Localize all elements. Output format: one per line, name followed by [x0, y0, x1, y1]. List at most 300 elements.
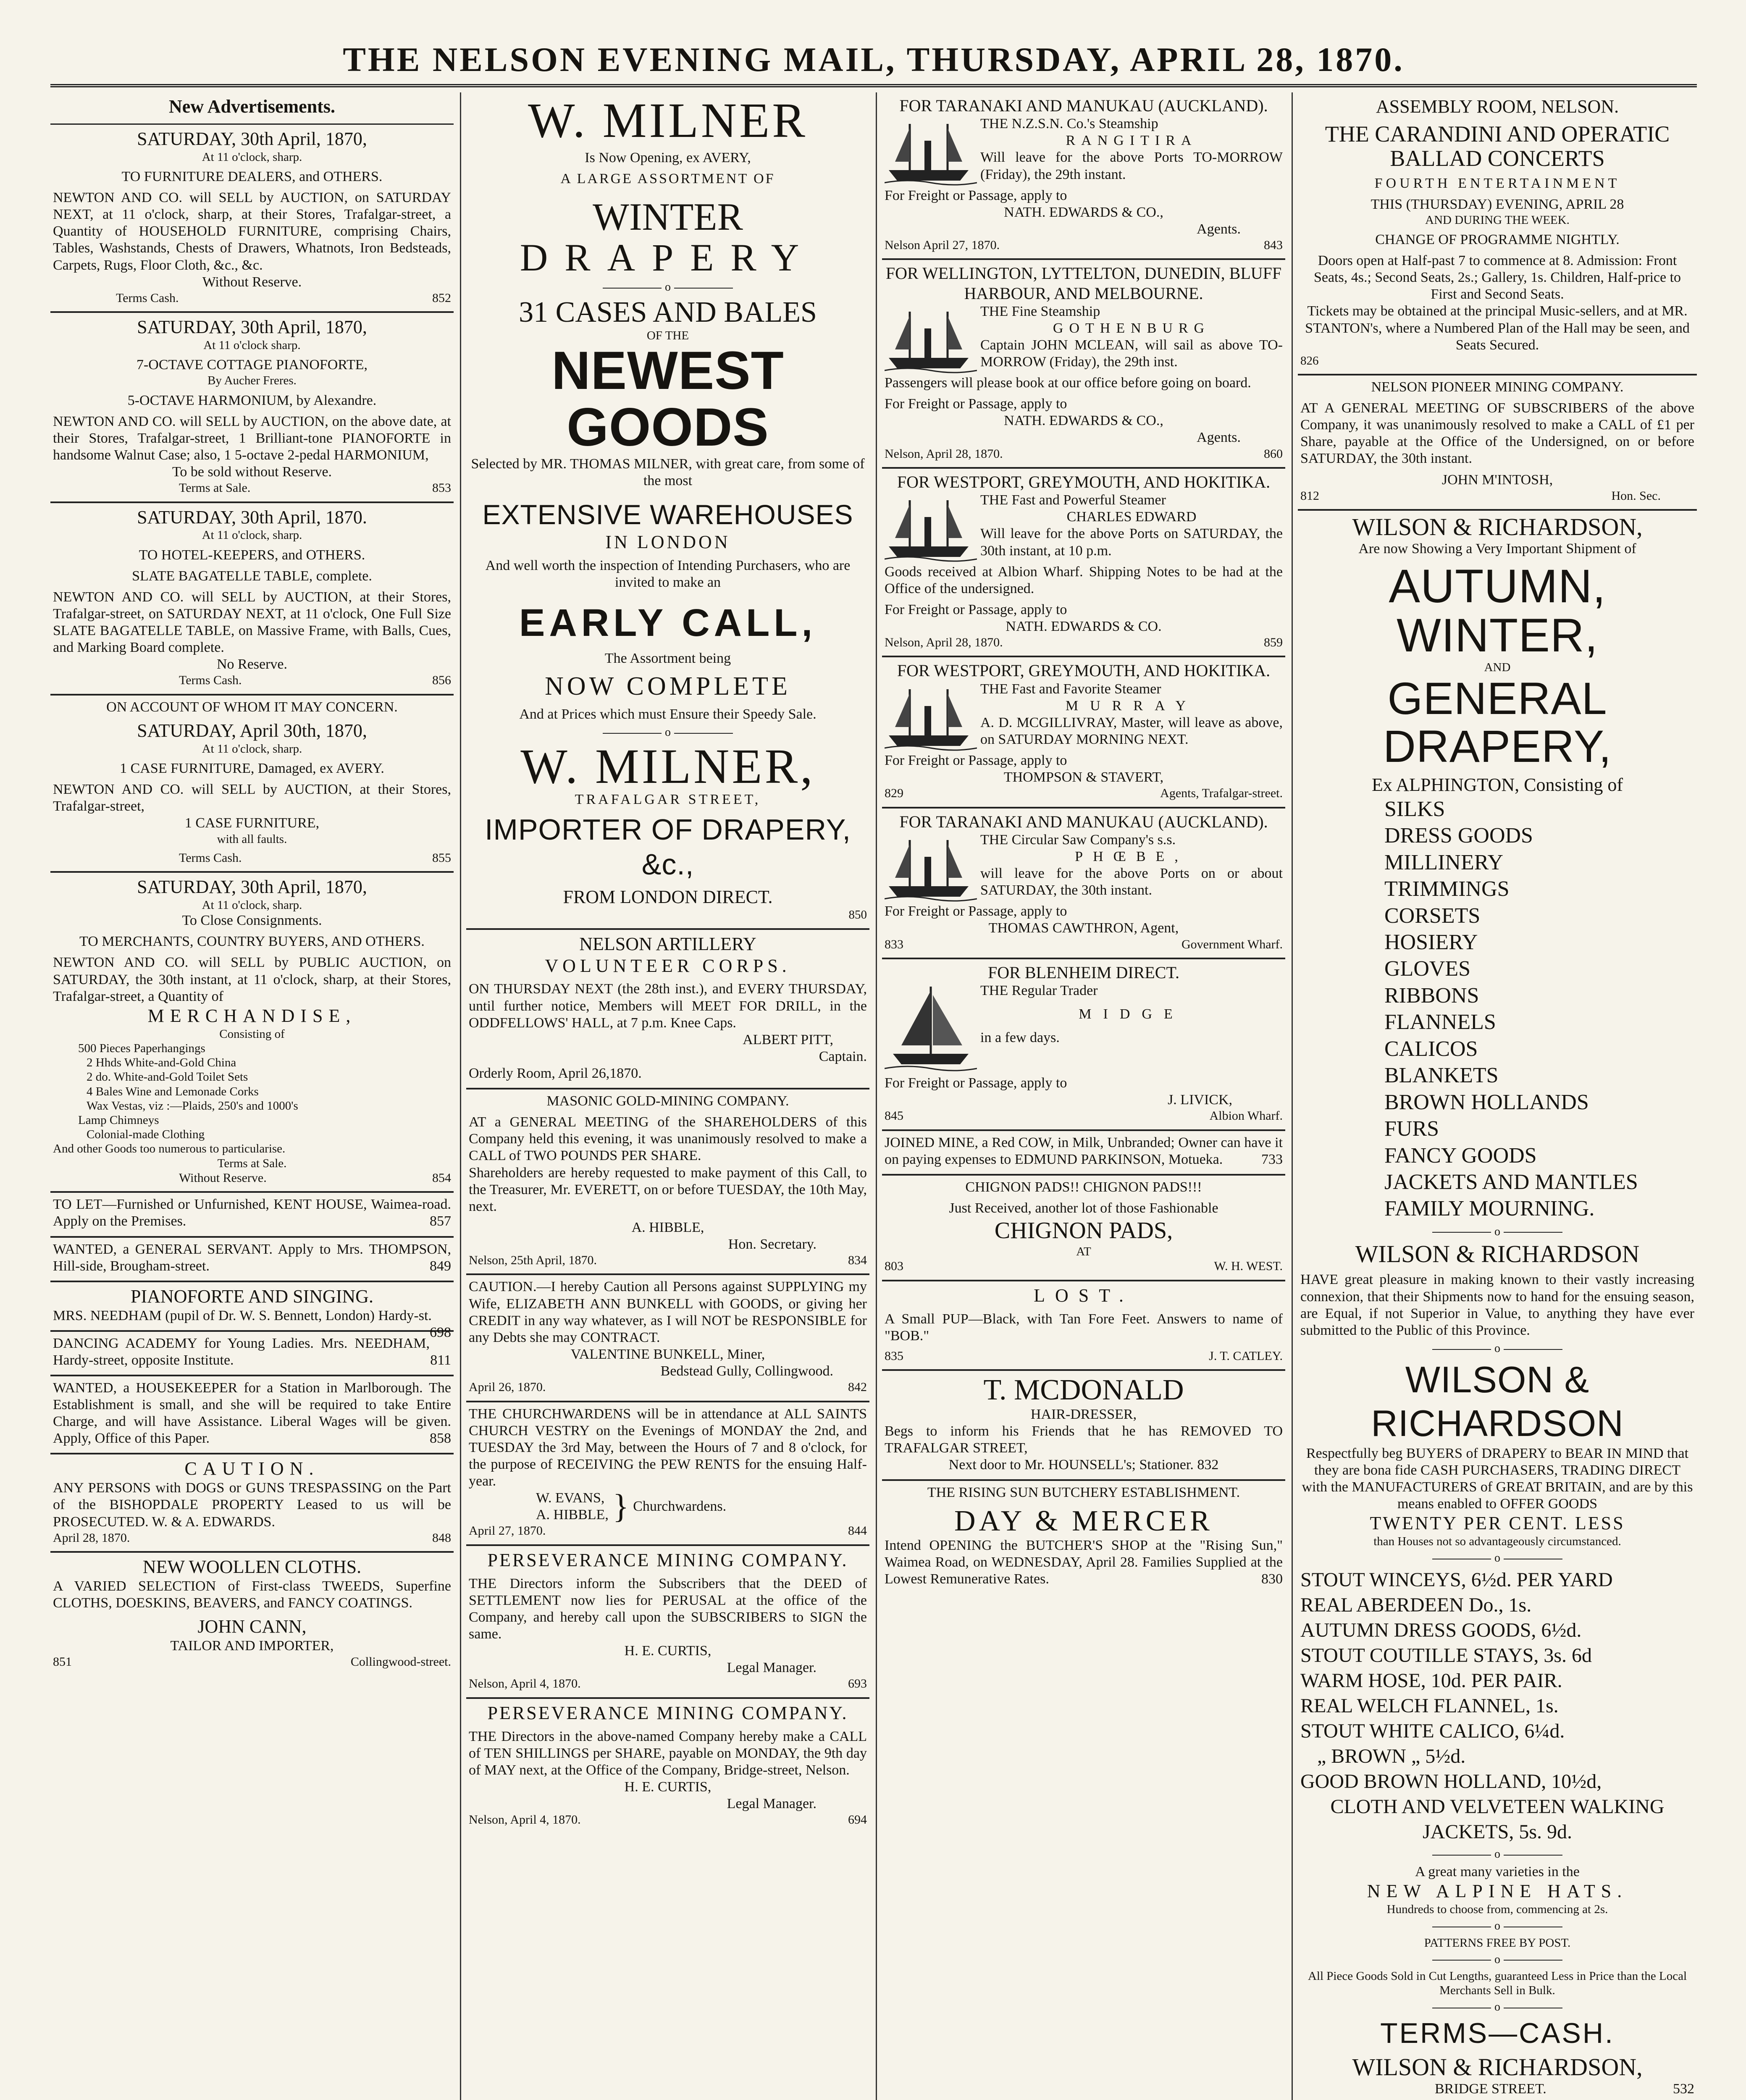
ad-date: Nelson, April 4, 1870.	[469, 1813, 581, 1827]
sailing-ship-icon	[885, 982, 977, 1075]
ad-next: Next door to Mr. HOUNSELL's; Stationer.	[948, 1457, 1194, 1473]
ad-body: DANCING ACADEMY for Young Ladies. Mrs. NEEDHAM, Hardy-street, opposite Institute.	[53, 1335, 430, 1368]
ad-number: 826	[1300, 354, 1319, 368]
ad-body: ON THURSDAY NEXT (the 28th inst.), and EVERY THURSDAY, until further notice, Members will MEET FOR DRILL, in the ODDFELLOWS' HALL, at 7 p.m. Knee Caps.	[469, 981, 867, 1031]
ad-goods: Goods received at Albion Wharf. Shipping Notes to be had at the Office of the undersigned.	[885, 564, 1283, 596]
ad-time: At 11 o'clock, sharp.	[202, 528, 302, 542]
column-2	[466, 92, 869, 2100]
ad-address: Collingwood-street.	[350, 1655, 451, 1669]
ad-ship-gothenburg	[882, 260, 1285, 469]
ad-date: April 27, 1870.	[469, 1524, 546, 1538]
ad-name: J. T. CATLEY.	[1209, 1349, 1283, 1363]
ad-number: 812	[1300, 488, 1319, 503]
ad-body: CAUTION.—I hereby Caution all Persons against SUPPLYING my Wife, ELIZABETH ANN BUNKELL with GOODS, or giving her CREDIT in any way whatever, as I will NOT be RESPONSIBLE for any Debts she may CONTRACT.	[469, 1279, 867, 1345]
list-item: FANCY GOODS	[1384, 1143, 1537, 1168]
concert-week: AND DURING THE WEEK.	[1425, 213, 1570, 227]
ad-name: W. EVANS,	[536, 1490, 605, 1506]
price-item: WARM HOSE, 10d. PER PAIR.	[1300, 1670, 1562, 1692]
ad-artillery	[466, 930, 869, 1089]
ad-title: LOST.	[1034, 1285, 1134, 1306]
ornament-divider: o	[469, 280, 867, 294]
ad-number: 835	[885, 1349, 903, 1363]
ad-ship-charles-edward	[882, 469, 1285, 657]
ad-number: 858	[430, 1431, 451, 1446]
masthead: THE NELSON EVENING MAIL, THURSDAY, APRIL 28, 1870.	[343, 40, 1405, 79]
ad-body: TO LET—Furnished or Unfurnished, KENT HOUSE, Waimea-road. Apply on the Premises.	[53, 1197, 451, 1229]
ad-line: with all faults.	[217, 832, 287, 846]
ad-number: 857	[430, 1213, 451, 1229]
wr-general-drapery: GENERAL DRAPERY,	[1383, 673, 1612, 772]
ad-date: Orderly Room, April 26,1870.	[469, 1065, 642, 1081]
ad-terms: Terms Cash.	[179, 850, 242, 865]
ad-number: 803	[885, 1259, 903, 1273]
price-item: GOOD BROWN HOLLAND, 10½d,	[1300, 1770, 1602, 1793]
ad-role: Churchwardens.	[633, 1499, 727, 1515]
ad-title: NEW WOOLLEN CLOTHS.	[142, 1557, 362, 1578]
ad-caution-bunkell	[466, 1275, 869, 1402]
list-item: MILLINERY	[1384, 850, 1504, 874]
ad-freight: For Freight or Passage, apply to	[885, 1075, 1067, 1091]
ad-line: To Close Consignments.	[182, 913, 322, 929]
milner-from: FROM LONDON DIRECT.	[563, 886, 773, 907]
ad-name: JOHN CANN,	[197, 1616, 307, 1637]
ad-title: FOR TARANAKI AND MANUKAU (AUCKLAND).	[899, 96, 1268, 115]
ad-body: ANY PERSONS with DOGS or GUNS TRESPASSING on the Part of the BISHOPDALE PROPERTY Leased to us will be PROSECUTED. W. & A. EDWARDS.	[53, 1480, 451, 1530]
ad-time: At 11 o'clock, sharp.	[202, 898, 302, 912]
ornament-divider: o	[1300, 1847, 1694, 1861]
milner-prices: And at Prices which must Ensure their Speedy Sale.	[519, 706, 817, 722]
ad-number: 833	[885, 937, 903, 951]
ad-date: SATURDAY, 30th April, 1870,	[137, 128, 367, 149]
ad-title: FOR TARANAKI AND MANUKAU (AUCKLAND).	[899, 812, 1268, 831]
ad-title: CAUTION.	[184, 1458, 320, 1479]
ad-agent: THOMPSON & STAVERT,	[1003, 769, 1164, 785]
steamship-icon	[885, 681, 977, 752]
ad-title: THE RISING SUN BUTCHERY ESTABLISHMENT.	[927, 1485, 1240, 1501]
list-item: FLANNELS	[1384, 1010, 1496, 1034]
milner-assortment2: The Assortment being	[604, 650, 731, 666]
ad-agent: NATH. EDWARDS & CO.,	[1004, 413, 1163, 429]
list-item: 4 Bales Wine and Lemonade Corks	[87, 1084, 259, 1098]
ad-title: FOR BLENHEIM DIRECT.	[988, 963, 1179, 982]
wr-piece-goods: All Piece Goods Sold in Cut Lengths, guaranteed Less in Price than the Local Merchants Sell in Bulk.	[1308, 1969, 1687, 1997]
ad-title: MASONIC GOLD-MINING COMPANY.	[546, 1093, 789, 1109]
ad-freight: For Freight or Passage, apply to	[885, 187, 1067, 203]
ship-intro: THE Fine Steamship	[980, 303, 1100, 319]
ad-number: 851	[53, 1655, 72, 1669]
price-item: REAL WELCH FLANNEL, 1s.	[1300, 1695, 1559, 1717]
list-item: BROWN HOLLANDS	[1384, 1090, 1589, 1114]
new-ads-header: New Advertisements.	[50, 92, 454, 125]
wr-body: Respectfully beg BUYERS of DRAPERY to BEAR IN MIND that they are bona fide CASH PURCHASERS, TRADING DIRECT with the MANUFACTURERS of GREAT BRITAIN, and are by this means enabled to OFFER GOODS	[1302, 1445, 1693, 1512]
wr-and: AND	[1484, 660, 1511, 674]
ad-body: THE CHURCHWARDENS will be in attendance at ALL SAINTS CHURCH VESTRY on the Evenings of MONDAY the 2nd, and TUESDAY the 3rd May, between the Hours of 7 and 8 o'clock, for the purpose of RECEIVING the PEW RENTS for the ensuing Half-year.	[469, 1406, 867, 1489]
milner-london: IN LONDON	[605, 532, 730, 553]
wr-twenty-percent: TWENTY PER CENT. LESS	[1370, 1513, 1625, 1534]
list-item: RIBBONS	[1384, 983, 1479, 1008]
milner-importer: IMPORTER OF DRAPERY, &c.,	[485, 813, 851, 881]
ad-furniture-auction	[50, 125, 454, 313]
ad-title: ON ACCOUNT OF WHOM IT MAY CONCERN.	[106, 699, 398, 715]
ad-agent: NATH. EDWARDS & CO.	[1006, 618, 1162, 634]
ad-mcdonald	[882, 1371, 1285, 1481]
ship-name: GOTHENBURG	[1053, 320, 1210, 336]
ad-role: Legal Manager.	[727, 1660, 817, 1676]
ad-number: 830	[1261, 1571, 1283, 1587]
ad-body: AT A GENERAL MEETING OF SUBSCRIBERS of the above Company, it was unanimously resolved to make a CALL of £1 per Share, payable at the Office of the Undersigned, on or before SATURDAY, the 30th instant.	[1300, 400, 1694, 467]
price-item: „ BROWN „ 5½d.	[1317, 1745, 1466, 1768]
list-item: Colonial-made Clothing	[87, 1128, 205, 1142]
ship-intro: THE Circular Saw Company's s.s.	[980, 832, 1176, 848]
ad-title: ASSEMBLY ROOM, NELSON.	[1376, 96, 1619, 117]
milner-drapery: DRAPERY	[520, 236, 816, 279]
ad-pianoforte	[50, 1282, 454, 1340]
ad-title: TO HOTEL-KEEPERS, and OTHERS.	[139, 547, 365, 563]
milner-complete: NOW COMPLETE	[545, 672, 791, 701]
ad-reserve: Without Reserve.	[179, 1171, 267, 1185]
ad-date: Nelson, April 4, 1870.	[469, 1677, 581, 1691]
price-item: CLOTH AND VELVETEEN WALKING JACKETS, 5s. 9d.	[1330, 1796, 1665, 1843]
ad-line: 1 CASE FURNITURE, Damaged, ex AVERY.	[120, 761, 384, 777]
milner-warehouses: EXTENSIVE WAREHOUSES	[482, 499, 853, 530]
ad-role: Agents, Trafalgar-street.	[1160, 786, 1283, 801]
ship-name: PHŒBE,	[1075, 848, 1188, 864]
milner-selected: Selected by MR. THOMAS MILNER, with great care, from some of the most	[471, 456, 865, 489]
ad-body: will leave for the above Ports on or about SATURDAY, the 30th instant.	[980, 866, 1283, 898]
ad-freight: For Freight or Passage, apply to	[885, 601, 1067, 617]
column-rule	[876, 92, 877, 2100]
milner-opening: Is Now Opening, ex AVERY,	[585, 150, 751, 165]
wr-ex-alphington: Ex ALPHINGTON, Consisting of	[1371, 774, 1623, 795]
milner-assortment: A LARGE ASSORTMENT OF	[560, 171, 775, 187]
ad-role: Agents.	[1197, 221, 1241, 237]
ad-number: 733	[1261, 1151, 1283, 1167]
ad-housekeeper	[50, 1376, 454, 1454]
ad-masonic	[466, 1089, 869, 1275]
ad-number: 843	[1264, 238, 1283, 252]
ad-number: 811	[430, 1352, 451, 1368]
ad-number: 832	[1197, 1457, 1219, 1473]
milner-winter: WINTER	[593, 195, 743, 239]
ad-subtitle: VOLUNTEER CORPS.	[545, 955, 791, 976]
wr-name: WILSON & RICHARDSON	[1355, 1240, 1640, 1268]
ad-number: 842	[848, 1380, 867, 1394]
ad-name: A. HIBBLE,	[536, 1507, 609, 1523]
ad-body: WANTED, a GENERAL SERVANT. Apply to Mrs. THOMPSON, Hill-side, Brougham-street.	[53, 1241, 451, 1274]
ad-line: By Aucher Freres.	[207, 374, 297, 388]
ad-body: THE Directors in the above-named Company hereby make a CALL of TEN SHILLINGS per SHARE, payable on MONDAY, the 9th day of MAY next, at the Office of the Company, Bridge-street, Nelson.	[469, 1728, 867, 1778]
ad-number: 849	[430, 1258, 451, 1274]
mcdonald-role: HAIR-DRESSER,	[1030, 1406, 1137, 1422]
milner-early-call: EARLY CALL,	[519, 601, 817, 645]
ad-terms: Terms Cash.	[116, 291, 179, 305]
ad-title: PERSEVERANCE MINING COMPANY.	[487, 1549, 848, 1570]
list-item: JACKETS AND MANTLES	[1384, 1170, 1638, 1194]
ad-agent: THOMAS CAWTHRON, Agent,	[988, 920, 1179, 936]
ad-name: ALBERT PITT,	[743, 1032, 833, 1047]
milner-inspection: And well worth the inspection of Intending Purchasers, who are invited to make an	[485, 558, 851, 591]
ad-perseverance-2	[466, 1699, 869, 1833]
column-1	[50, 92, 454, 2100]
ad-body: Will leave for the above Ports on SATURDAY, the 30th instant, at 10 p.m.	[980, 526, 1283, 559]
ad-number: 859	[1264, 635, 1283, 650]
ship-intro: THE N.Z.S.N. Co.'s Steamship	[980, 116, 1158, 132]
ad-role: Agents.	[1197, 430, 1241, 446]
list-item: CORSETS	[1384, 903, 1481, 928]
column-4	[1298, 92, 1697, 2100]
ad-name: A. HIBBLE,	[631, 1219, 704, 1235]
ad-time: At 11 o'clock sharp.	[203, 339, 301, 352]
concert-change: CHANGE OF PROGRAMME NIGHTLY.	[1375, 231, 1620, 247]
ad-body: A Small PUP—Black, with Tan Fore Feet. Answers to name of "BOB."	[885, 1311, 1283, 1344]
ad-body: NEWTON AND CO. will SELL by AUCTION, at their Stores, Trafalgar-street, on SATURDAY NEXT, at 11 o'clock, One Full Size SLATE BAGATELLE TABLE, on Massive Frame, with Balls, Cues, and Marking Board complete.	[53, 589, 451, 656]
ad-assembly-room	[1298, 92, 1697, 375]
ad-ship-rangitira	[882, 92, 1285, 260]
ad-number: 693	[848, 1677, 867, 1691]
ad-date: SATURDAY, 30th April, 1870.	[137, 507, 367, 528]
ad-body: Begs to inform his Friends that he has REMOVED TO TRAFALGAR STREET,	[885, 1423, 1283, 1456]
wr-patterns: PATTERNS FREE BY POST.	[1424, 1936, 1571, 1950]
ad-ship-phoebe	[882, 808, 1285, 959]
list-item: 2 Hhds White-and-Gold China	[87, 1056, 236, 1070]
ad-date: Nelson, 25th April, 1870.	[469, 1253, 597, 1268]
ad-woollen-cloths	[50, 1553, 454, 1675]
ad-role: Legal Manager.	[727, 1796, 817, 1811]
ad-chignon	[882, 1176, 1285, 1281]
ad-title: TO FURNITURE DEALERS, and OTHERS.	[121, 169, 383, 185]
ad-number: 698	[430, 1324, 451, 1340]
ornament-divider: o	[469, 725, 867, 739]
butchery-name: DAY & MERCER	[954, 1505, 1213, 1538]
ad-wilson-richardson-1	[1298, 511, 1697, 2100]
ad-milner	[466, 92, 869, 930]
chignon-pads: CHIGNON PADS,	[994, 1218, 1173, 1244]
ad-number: 854	[432, 1171, 451, 1185]
ad-freight: For Freight or Passage, apply to	[885, 396, 1067, 412]
wr-alpine-hats: NEW ALPINE HATS.	[1367, 1881, 1628, 1902]
wr-showing: Are now Showing a Very Important Shipment of	[1358, 541, 1636, 556]
price-item: STOUT WHITE CALICO, 6¼d.	[1300, 1720, 1565, 1743]
steamship-icon	[885, 492, 977, 563]
ad-body: Intend OPENING the BUTCHER'S SHOP at the "Rising Sun," Waimea Road, on WEDNESDAY, April 28. Families Supplied at the Lowest Remunerative Rates.	[885, 1538, 1283, 1587]
ad-name: VALENTINE BUNKELL, Miner,	[570, 1346, 765, 1362]
list-item: BLANKETS	[1384, 1063, 1499, 1088]
list-item: GLOVES	[1384, 957, 1471, 981]
ad-name: W. H. WEST.	[1214, 1259, 1283, 1273]
ad-name: H. E. CURTIS,	[624, 1643, 712, 1659]
ad-number: 848	[432, 1530, 451, 1545]
list-item: HOSIERY	[1384, 930, 1478, 955]
ornament-divider: o	[1300, 1551, 1694, 1565]
ad-ship-midge	[882, 959, 1285, 1131]
list-item: Lamp Chimneys	[78, 1113, 159, 1127]
ad-line: 1 CASE FURNITURE,	[184, 815, 320, 831]
ad-title: TO MERCHANTS, COUNTRY BUYERS, AND OTHERS.	[79, 934, 425, 950]
ad-other: And other Goods too numerous to particularise.	[53, 1142, 286, 1156]
list-item: 2 do. White-and-Gold Toilet Sets	[87, 1070, 248, 1084]
ad-body: JOINED MINE, a Red COW, in Milk, Unbranded; Owner can have it on paying expenses to EDMUND PARKINSON, Motueka.	[885, 1134, 1283, 1167]
steamship-icon	[885, 832, 977, 903]
ornament-divider: o	[1300, 1225, 1694, 1239]
ad-reserve: To be sold without Reserve.	[172, 464, 332, 480]
ad-body: NEWTON AND CO. will SELL by AUCTION, on the above date, at their Stores, Trafalgar-street, 1 Brilliant-tone PIANOFORTE in handsome Walnut Case; also, 1 5-octave 2-pedal HARMONIUM,	[53, 413, 451, 463]
ad-title: CHIGNON PADS!! CHIGNON PADS!!!	[965, 1179, 1202, 1195]
ad-body: NEWTON AND CO. will SELL by AUCTION, at their Stores, Trafalgar-street,	[53, 782, 451, 814]
wr-terms-cash: TERMS—CASH.	[1380, 2017, 1615, 2050]
ad-role: Hon. Sec.	[1611, 488, 1661, 503]
ad-case-furniture	[50, 696, 454, 873]
wr-signature: WILSON & RICHARDSON,	[1352, 2053, 1643, 2081]
ship-name: CHARLES EDWARD	[1066, 509, 1197, 525]
wr-name: WILSON & RICHARDSON,	[1352, 513, 1643, 541]
list-item: TRIMMINGS	[1384, 877, 1510, 901]
ship-name: RANGITIRA	[1066, 133, 1197, 149]
ship-name: MURRAY	[1065, 698, 1198, 714]
ad-reserve: No Reserve.	[216, 656, 288, 672]
ad-number: 850	[848, 908, 867, 922]
ad-body: A. D. MCGILLIVRAY, Master, will leave as above, on SATURDAY MORNING NEXT.	[980, 714, 1283, 747]
ad-body: AT a GENERAL MEETING of the SHAREHOLDERS of this Company held this evening, it was unanimously resolved to make a CALL of TWO POUNDS PER SHARE.	[469, 1114, 867, 1164]
ad-title: NELSON ARTILLERY	[579, 933, 756, 954]
ad-title: NELSON PIONEER MINING COMPANY.	[1371, 379, 1624, 395]
price-item: REAL ABERDEEN Do., 1s.	[1300, 1594, 1532, 1617]
ad-freight: For Freight or Passage, apply to	[885, 753, 1067, 769]
ad-body: MRS. NEEDHAM (pupil of Dr. W. S. Bennett, London) Hardy-st.	[53, 1307, 432, 1323]
ad-date: SATURDAY, April 30th, 1870,	[137, 720, 367, 741]
ad-reserve: Without Reserve.	[202, 274, 302, 290]
ad-role: Captain.	[819, 1048, 867, 1064]
list-item: 500 Pieces Paperhangings	[78, 1041, 205, 1055]
wr-than: than Houses not so advantageously circumstanced.	[1373, 1534, 1621, 1548]
milner-street: TRAFALGAR STREET,	[575, 792, 761, 808]
ship-name: MIDGE	[1079, 1006, 1184, 1022]
ad-body: Shareholders are hereby requested to make payment of this Call, to the Treasurer, Mr. EVERETT, on or before TUESDAY, the 10th May, next.	[469, 1165, 867, 1214]
ad-time: At 11 o'clock, sharp.	[202, 150, 302, 164]
ship-intro: THE Regular Trader	[980, 983, 1098, 999]
ad-body: Just Received, another lot of those Fashionable	[949, 1200, 1218, 1216]
milner-cases: 31 CASES AND BALES	[519, 296, 817, 329]
ad-freight: For Freight or Passage, apply to	[885, 903, 1067, 919]
mcdonald-name: T. MCDONALD	[983, 1374, 1184, 1407]
ad-number: 853	[432, 481, 451, 495]
wr-name-large: WILSON & RICHARDSON	[1371, 1358, 1624, 1444]
ad-role: Government Wharf.	[1181, 937, 1283, 951]
concert-tickets: Tickets may be obtained at the principal Music-sellers, and at MR. STANTON's, where a Numbered Plan of the Hall may be seen, and Seats Secured.	[1305, 303, 1690, 353]
ad-body: THE Directors inform the Subscribers that the DEED of SETTLEMENT now lies for PERUSAL at the office of the Company, and hereby call upon the SUBSCRIBERS to SIGN the same.	[469, 1575, 867, 1642]
wr-autumn-winter: AUTUMN, WINTER,	[1389, 559, 1606, 662]
wr-variety: A great many varieties in the	[1415, 1864, 1580, 1880]
column-3	[882, 92, 1285, 2100]
list-item: CALICOS	[1384, 1037, 1478, 1061]
ad-piano-auction	[50, 313, 454, 503]
price-item: STOUT COUTILLE STAYS, 3s. 6d	[1300, 1644, 1592, 1667]
ad-merchandise-auction	[50, 873, 454, 1193]
milner-title: W. MILNER	[528, 93, 808, 148]
ad-number: 856	[432, 673, 451, 688]
ad-merchandise: MERCHANDISE,	[147, 1005, 357, 1026]
ad-body: Captain JOHN MCLEAN, will sail as above TO-MORROW (Friday), the 29th inst.	[980, 337, 1283, 370]
column-rule	[460, 92, 461, 2100]
ad-ship-murray	[882, 657, 1285, 808]
ad-date: Nelson, April 28, 1870.	[885, 635, 1003, 650]
ad-address: Bedstead Gully, Collingwood.	[660, 1363, 833, 1379]
ad-number: 844	[848, 1524, 867, 1538]
masthead-rule	[50, 84, 1697, 87]
wr-street: BRIDGE STREET.	[1435, 2081, 1546, 2097]
ad-title: FOR WESTPORT, GREYMOUTH, AND HOKITIKA.	[897, 472, 1271, 491]
list-item: FURS	[1384, 1117, 1439, 1141]
ornament-divider: o	[1300, 2000, 1694, 2014]
ad-churchwardens: THE CHURCHWARDENS will be in attendance at ALL SAINTS CHURCH VESTRY on the Evenings of MONDAY the 2nd, and TUESDAY the 3rd May, between the Hours of 7 and 8 o'clock, for the purpose of RECEIVING the PEW RENTS for the ensuing Half-year. W. EVANS, A. HIBBLE, } Churchwardens. April 27, 1870. 844	[466, 1402, 869, 1546]
ad-rising-sun	[882, 1481, 1285, 1593]
ad-body: NEWTON AND CO. will SELL by AUCTION, on SATURDAY NEXT, at 11 o'clock, sharp, at their Stores, Trafalgar-street, a Quantity of HOUSEHOLD FURNITURE, comprising Chairs, Tables, Washstands, Chests of Drawers, Whatnots, Iron Bedsteads, Carpets, Rugs, Floor Cloth, &c., &c.	[53, 190, 451, 273]
ad-dancing	[50, 1332, 454, 1376]
ad-terms: Terms Cash.	[179, 673, 242, 688]
list-item: FAMILY MOURNING.	[1384, 1197, 1595, 1221]
ad-time: At 11 o'clock, sharp.	[202, 742, 302, 756]
concert-evening: THIS (THURSDAY) EVENING, APRIL 28	[1371, 196, 1624, 212]
ad-date: Nelson, April 28, 1870.	[885, 446, 1003, 461]
list-item: DRESS GOODS	[1384, 824, 1533, 848]
price-item: STOUT WINCEYS, 6½d. PER YARD	[1300, 1569, 1613, 1591]
ship-intro: THE Fast and Favorite Steamer	[980, 681, 1161, 697]
ad-title: PIANOFORTE AND SINGING.	[131, 1286, 373, 1307]
price-item: AUTUMN DRESS GOODS, 6½d.	[1300, 1619, 1582, 1642]
ad-passengers: Passengers will please book at our office before going on board.	[885, 375, 1251, 391]
ad-title: PERSEVERANCE MINING COMPANY.	[487, 1702, 848, 1723]
ad-number: 834	[848, 1253, 867, 1268]
ad-consisting: Consisting of	[219, 1027, 285, 1041]
ad-name: H. E. CURTIS,	[624, 1779, 712, 1795]
ad-body: Will leave for the above Ports TO-MORROW (Friday), the 29th instant.	[980, 150, 1283, 182]
list-item: Wax Vestas, viz :—Plaids, 250's and 1000's	[87, 1099, 298, 1113]
ad-body: in a few days.	[980, 1030, 1060, 1046]
concert-title: THE CARANDINI AND OPERATIC BALLAD CONCERTS	[1325, 121, 1670, 171]
ad-number: 532	[1673, 2081, 1694, 2097]
steamship-icon	[885, 303, 977, 375]
ad-title: FOR WESTPORT, GREYMOUTH, AND HOKITIKA.	[897, 661, 1271, 680]
list-item: SILKS	[1384, 797, 1445, 821]
ad-role: Hon. Secretary.	[728, 1236, 817, 1252]
ad-date: SATURDAY, 30th April, 1870,	[137, 317, 367, 338]
ad-line: SLATE BAGATELLE TABLE, complete.	[132, 568, 372, 584]
ornament-divider: o	[1300, 1953, 1694, 1966]
ad-lost	[882, 1281, 1285, 1371]
ad-body: A VARIED SELECTION of First-class TWEEDS, Superfine CLOTHS, DOESKINS, BEAVERS, and FANCY COATINGS.	[53, 1578, 451, 1611]
milner-title-2: W. MILNER,	[520, 739, 815, 794]
ad-title: FOR WELLINGTON, LYTTELTON, DUNEDIN, BLUFF HARBOUR, AND MELBOURNE.	[885, 264, 1282, 303]
ship-intro: THE Fast and Powerful Steamer	[980, 492, 1166, 508]
ad-number: 855	[432, 850, 451, 865]
ad-servant	[50, 1238, 454, 1282]
ad-date: SATURDAY, 30th April, 1870,	[137, 877, 367, 898]
ad-agent: J. LIVICK,	[1168, 1092, 1232, 1108]
concert-doors: Doors open at Half-past 7 to commence at 8. Admission: Front Seats, 4s.; Second Seats, 2s.; Gallery, 1s. Children, Half-price to First and Second Seats.	[1313, 253, 1681, 302]
ad-number: 829	[885, 786, 903, 801]
ad-to-let	[50, 1193, 454, 1237]
ad-number: 845	[885, 1109, 903, 1123]
ad-body: WANTED, a HOUSEKEEPER for a Station in Marlborough. The Establishment is small, and she will be required to take Entire Charge, and will have Assistance. Liberal Wages will be given. Apply, Office of this Paper.	[53, 1380, 451, 1446]
ad-name: JOHN M'INTOSH,	[1441, 472, 1553, 488]
ad-terms: Terms at Sale.	[217, 1156, 287, 1170]
ad-bagatelle-auction	[50, 503, 454, 696]
ad-pioneer	[1298, 375, 1697, 511]
wr-hundreds: Hundreds to choose from, commencing at 2s.	[1386, 1903, 1608, 1916]
ad-date: April 28, 1870.	[53, 1530, 130, 1545]
steamship-icon	[885, 116, 977, 187]
ad-body: NEWTON AND CO. will SELL by PUBLIC AUCTION, on SATURDAY, the 30th instant, at 11 o'clock, sharp, at their Stores, Trafalgar-street, a Quantity of	[53, 955, 451, 1004]
ad-role: Albion Wharf.	[1209, 1109, 1283, 1123]
